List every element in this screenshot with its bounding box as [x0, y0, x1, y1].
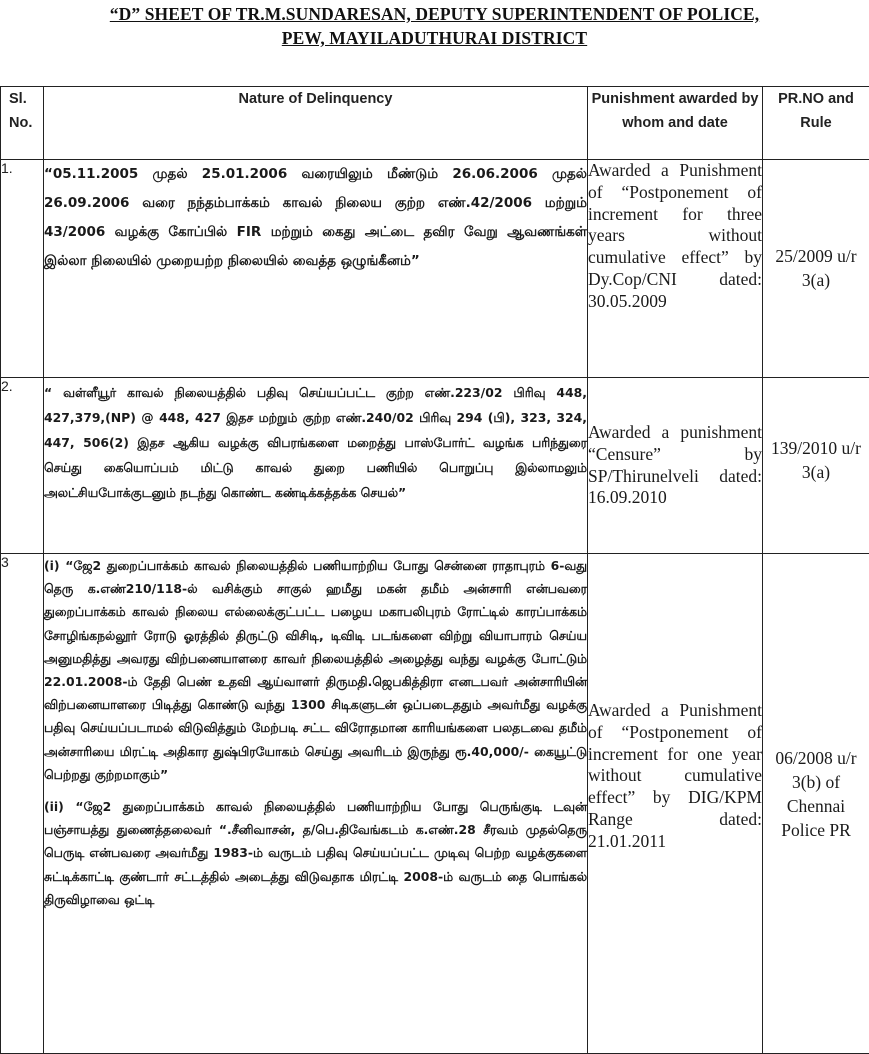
row-punishment — [588, 554, 763, 1054]
header-pr-no-rule: PR.NO and Rule — [763, 87, 869, 160]
row-pr-no — [763, 160, 869, 378]
row-pr-no — [763, 554, 869, 1054]
document-title — [0, 2, 869, 50]
nature-paragraph: (ii) “ஜே2 துறைப்பாக்கம் காவல் நிலையத்தில் பணியாற்றிய போது பெருங்குடி டவுன் பஞ்சாயத்து துணைத்தலைவர் “.சீனிவாசன், த/பெ.திவேங்கடம் க.எண்.28 சீரவம் முதல்தெரு பெருடி என்பவரை அவர்மீது 1983-ம் வருடம் பதிவு செய்யப்பட்ட முடிவு பெற்ற வழக்குகளை சுட்டிக்காட்டி குண்டார் சட்டத்தில் அடைத்து விடுவதாக மிரட்டி 2008-ம் வருடம் தை பொங்கல் திருவிழாவை ஒட்டி — [44, 795, 587, 911]
row-nature — [44, 378, 588, 554]
header-punishment: Punishment awarded by whom and date — [588, 87, 763, 160]
pr-no-text: 06/2008 u/r 3(b) of Chennai Police PR — [763, 746, 869, 842]
pr-no-text: 139/2010 u/r 3(a) — [763, 436, 869, 484]
pr-no-text: 25/2009 u/r 3(a) — [763, 244, 869, 292]
table-row — [1, 378, 869, 554]
row-punishment — [588, 378, 763, 554]
nature-paragraph: “05.11.2005 முதல் 25.01.2006 வரையிலும் மீண்டும் 26.06.2006 முதல் 26.09.2006 வரை நந்தம்பாக்கம் காவல் நிலைய குற்ற எண்.42/2006 மற்றும் 43/2006 வழக்கு கோப்பில் FIR மற்றும் கைது அட்டை தவிர வேறு ஆவணங்கள் இல்லா நிலையில் முறையற்ற நிலையில் வைத்த ஒழுங்கீனம்” — [44, 160, 587, 276]
punishment-text: Awarded a Punishment of “Postponement of increment for one year without cumulative effect” by DIG/KPM Range dated: 21.01.2011 — [588, 700, 762, 853]
row-sl-no: 3 — [1, 554, 44, 1054]
row-pr-no — [763, 378, 869, 554]
header-row — [1, 87, 869, 160]
header-sl-no: Sl. No. — [1, 87, 44, 160]
title-line-2: PEW, MAYILADUTHURAI DISTRICT — [0, 26, 869, 50]
table-row — [1, 160, 869, 378]
row-sl-no: 2. — [1, 378, 44, 554]
table-row — [1, 554, 869, 1054]
title-line-1: “D” SHEET OF TR.M.SUNDARESAN, DEPUTY SUPERINTENDENT OF POLICE, — [0, 2, 869, 26]
nature-paragraph: (i) “ஜே2 துறைப்பாக்கம் காவல் நிலையத்தில் பணியாற்றிய போது சென்னை ராதாபுரம் 6-வது தெரு க.எண்210/118-ல் வசிக்கும் சாகுல் ஹமீது மகன் தமீம் அன்சாரி என்பவரை துறைப்பாக்கம் காவல் நிலைய எல்லைக்குட்பட்ட பழைய மகாபலிபுரம் ரோட்டில் காரப்பாக்கம் சோழிங்கநல்லூர் ரோடு ஓரத்தில் திருட்டு விசிடி, டிவிடி படங்களை விற்று வியாபாரம் செய்ய அனுமதித்து அவரது விற்பனையாளரை காவர் நிலையத்தில் அழைத்து வந்து வழக்கு போட்டும் 22.01.2008-ம் தேதி பெண் உதவி ஆய்வாளர் திருமதி.ஜெபகித்திரா எனடபவர் அன்சாரியின் விற்பனையாளரை பிடித்து கொண்டு வந்து 1300 சிடிகளுடன் ஒப்படைததும் அவர்மீது வழக்கு பதிவு செய்யப்படாமல் விடுவித்தும் மேற்படி சட்ட விரோதமான காரியங்களை பலதடவை தமீம் அன்சாரியை மிரட்டி அதிகார துஷ்பிரயோகம் செய்து அவரிடம் இருந்து ரூ.40,000/- கையூட்டு பெற்றது குற்றமாகும்” — [44, 554, 587, 786]
punishment-text: Awarded a punishment “Censure” by SP/Thirunelveli dated: 16.09.2010 — [588, 422, 762, 509]
nature-paragraph: “ வள்ளீயூர் காவல் நிலையத்தில் பதிவு செய்யப்பட்ட குற்ற எண்.223/02 பிரிவு 448, 427,379,(NP) @ 448, 427 இதச மற்றும் குற்ற எண்.240/02 பிரிவு 294 (பி), 323, 324, 447, 506(2) இதச ஆகிய வழக்கு விபரங்களை மறைத்து பாஸ்போர்ட் வழங்க பரிந்துரை செய்து கையொப்பம் மிட்டு காவல் துறை பணியில் பொறுப்பு இல்லாமலும் அலட்சியபோக்குடனும் நடந்து கொண்ட கண்டிக்கத்தக்க செயல்” — [44, 380, 587, 505]
row-punishment — [588, 160, 763, 378]
header-nature-of-delinquency: Nature of Delinquency — [44, 87, 588, 160]
punishment-text: Awarded a Punishment of “Postponement of increment for three years without cumulative effect” by Dy.Cop/CNI dated: 30.05.2009 — [588, 160, 762, 313]
row-nature — [44, 160, 588, 378]
row-nature — [44, 554, 588, 1054]
delinquency-table — [0, 86, 869, 1054]
row-sl-no: 1. — [1, 160, 44, 378]
